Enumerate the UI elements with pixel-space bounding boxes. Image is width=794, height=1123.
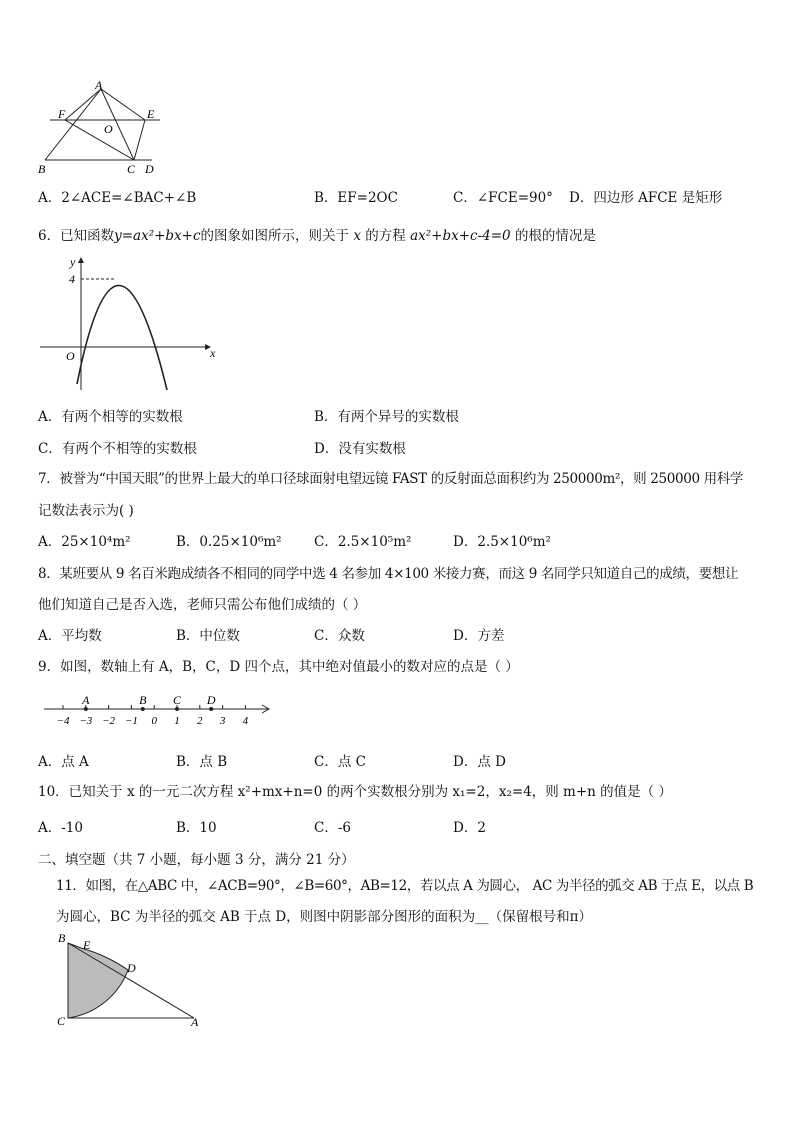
q5-label-b: B [38,162,46,176]
q11-label-a: A [191,1015,199,1029]
q6-option-a: A．有两个相等的实数根 [38,409,183,425]
q9-tick-label: −4 [56,715,70,727]
q8-stem-line1: 8．某班要从 9 名百米跑成绩各不相同的同学中选 4 名参加 4×100 米接力赛，而这 9 名同学只知道自己的成绩，要想让 [38,566,739,582]
q5-label-a: A [95,78,103,92]
q5-label-f: F [58,107,66,121]
q9-point-label: C [172,693,182,707]
q9-tick-label: −2 [102,715,116,727]
q10-option-d: D．2 [453,820,486,836]
q7-stem-line1: 7．被誉为“中国天眼”的世界上最大的单口径球面射电望远镜 FAST 的反射面总面积约为 250000m²，则 250000 用科学 [38,471,744,487]
q11-label-d: D [127,961,136,975]
q6-stem-prefix: 6．已知函数 [38,228,115,244]
q6-option-d: D．没有实数根 [314,441,406,457]
q9-point-dot [141,707,145,711]
q9-option-d: D．点 D [453,754,506,770]
q8-option-b: B．中位数 [176,628,240,644]
q9-point-dot [175,707,179,711]
q9-stem: 9．如图，数轴上有 A，B，C，D 四个点，其中绝对值最小的数对应的点是（ ） [38,659,519,675]
q8-stem-line2: 他们知道自己是否入选，老师只需公布他们成绩的（ ） [38,597,367,613]
q5-option-a: A．2∠ACE=∠BAC+∠B [38,190,197,206]
q11-label-c: C [57,1014,66,1028]
q5-option-c: C．∠FCE=90° [453,190,553,206]
q11-stem-line2: 为圆心，BC 为半径的弧交 AB 于点 D，则图中阴影部分图形的面积为__（保留根号和π） [56,909,593,925]
q6-option-b: B．有两个异号的实数根 [314,409,459,425]
q9-tick-label: −1 [124,715,138,727]
q9-tick-label: 2 [197,715,203,727]
q6-stem-func: y=ax²+bx+c [114,228,201,244]
q9-tick-label: 4 [242,715,249,727]
q6-stem-suffix: 的根的情况是 [514,228,596,244]
q7-option-b: B．0.25×10⁶m² [176,534,282,550]
q9-point-label: B [139,693,147,707]
q6-label-o: O [66,349,75,363]
q8-option-c: C．众数 [314,628,365,644]
q10-option-b: B．10 [176,820,217,836]
q9-option-c: C．点 C [314,754,366,770]
q6-stem [38,224,596,244]
q9-point-label: D [206,693,216,707]
q5-label-c: C [127,162,136,176]
q6-label-y: y [70,255,76,269]
q11-figure [54,928,209,1030]
q9-tick-label: −3 [79,715,93,727]
q6-stem-mid: 的图象如图所示，则关于 [200,228,350,244]
q9-point-group [81,693,216,711]
section-2-heading: 二、填空题（共 7 小题，每小题 3 分，满分 21 分） [38,852,355,868]
q9-point-label: A [82,693,90,707]
q5-figure [34,78,169,178]
q6-stem-var: x [353,228,361,244]
q9-tick-label: 1 [174,715,180,727]
q8-option-a: A．平均数 [38,628,102,644]
q5-option-d: D．四边形 AFCE 是矩形 [569,190,723,206]
q6-stem-eq: ax²+bx+c-4=0 [410,228,511,244]
q7-option-a: A．25×10⁴m² [38,534,131,550]
q9-point-dot [84,707,88,711]
q5-option-b: B．EF=2OC [314,190,398,206]
q5-label-o: O [104,122,113,136]
q6-stem-mid2: 的方程 [365,228,406,244]
q11-label-b: B [58,931,66,945]
q10-stem: 10．已知关于 x 的一元二次方程 x²+mx+n=0 的两个实数根分别为 x₁=2，x₂=4，则 m+n 的值是（ ） [38,784,672,800]
q7-stem-line2: 记数法表示为( ) [38,503,134,519]
q9-number-line [40,690,275,730]
q5-label-e: E [147,107,155,121]
q6-label-4: 4 [69,272,75,286]
q9-option-a: A．点 A [38,754,89,770]
q9-tick-label: 3 [219,715,226,727]
q7-option-c: C．2.5×10⁵m² [314,534,412,550]
q5-label-d: D [145,162,154,176]
q10-option-a: A．-10 [38,820,83,836]
q11-stem-line1: 11．如图，在△ABC 中，∠ACB=90°，∠B=60°，AB=12，若以点 A 为圆心， AC 为半径的弧交 AB 于点 E，以点 B [56,878,754,894]
q10-option-c: C．-6 [314,820,351,836]
q7-option-d: D．2.5×10⁶m² [453,534,551,550]
q8-option-d: D．方差 [453,628,505,644]
q6-label-x: x [210,346,216,360]
q9-point-dot [209,707,213,711]
q9-option-b: B．点 B [176,754,228,770]
q6-option-c: C．有两个不相等的实数根 [38,441,197,457]
q9-tick-label: 0 [151,715,157,727]
q6-figure [34,252,224,394]
q11-label-e: E [83,938,91,952]
